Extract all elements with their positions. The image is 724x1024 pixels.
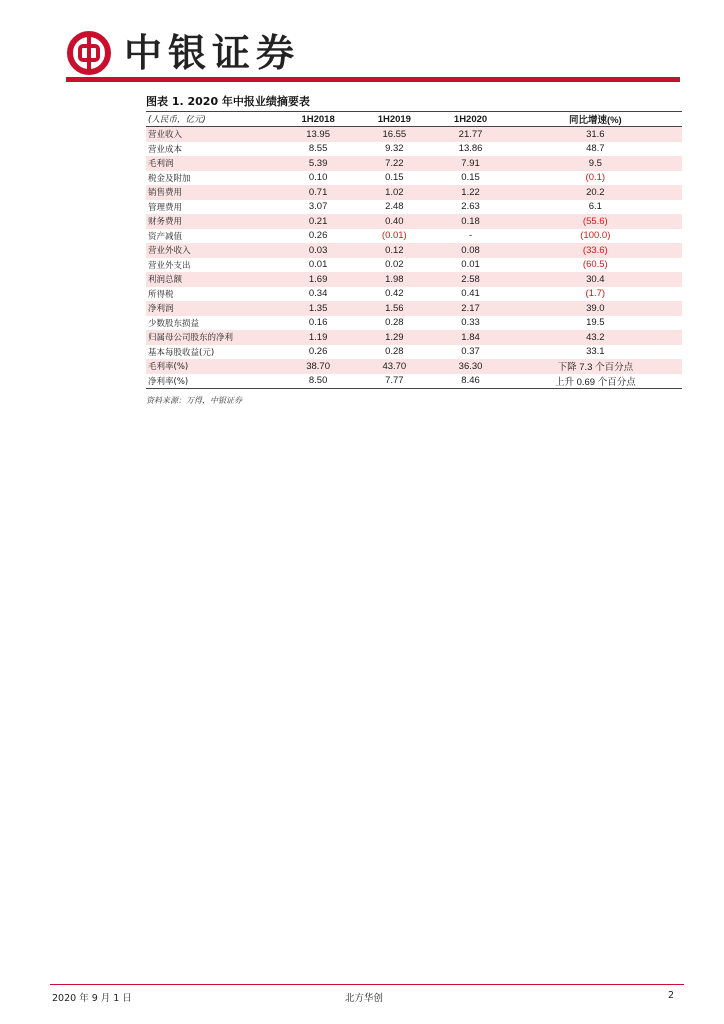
cell-v2018: 1.35 [308,302,328,314]
cell-v2018: 0.26 [308,346,328,358]
cell-v2018: 38.70 [306,360,330,372]
column-header-unit: (人民币，亿元) [148,115,206,125]
cell-yoy: 33.1 [586,346,605,358]
cell-v2018: 0.71 [308,186,328,198]
cell-yoy: 上升 0.69 个百分点 [554,376,636,388]
cell-v2019: 7.77 [385,375,404,387]
cell-v2018: 8.50 [308,375,328,387]
column-header-yoy: 同比增速(%) [568,115,622,126]
table-row [146,127,682,142]
cell-v2019: 0.42 [385,288,404,300]
cell-v2020: 1.22 [461,186,480,198]
table-row [146,156,682,171]
figure-title: 图表 1. 2020 年中报业绩摘要表 [146,95,310,108]
footer-date: 2020 年 9 月 1 日 [52,993,132,1004]
cell-v2020: 2.63 [461,201,480,213]
figure-source: 资料来源：万得，中银证券 [146,396,242,405]
column-header-1h2019: 1H2019 [377,113,411,125]
column-header-1h2020: 1H2020 [453,113,488,125]
cell-v2019: 1.56 [385,302,404,314]
cell-yoy: (60.5) [582,259,608,271]
cell-v2018: 0.34 [308,288,328,300]
table-row [146,200,682,215]
cell-v2020: 0.33 [461,317,480,329]
cell-yoy: 30.4 [586,273,605,285]
row-label: 所得税 [148,289,174,300]
cell-v2020: 13.86 [458,143,483,155]
cell-yoy: 43.2 [586,331,605,343]
row-label: 销售费用 [148,188,183,199]
table-row [146,185,682,200]
table-row [146,287,682,302]
row-label: 财务费用 [148,217,183,228]
cell-v2018: 3.07 [308,201,328,213]
row-label: 毛利润 [148,159,174,170]
cell-yoy: (0.1) [585,172,606,184]
cell-yoy: 下降 7.3 个百分点 [557,362,634,374]
cell-v2019: (0.01) [381,230,407,242]
bank-of-china-logo-icon [66,30,112,76]
cell-v2018: 0.26 [308,230,328,242]
row-label: 营业外支出 [148,260,191,271]
cell-v2020: 2.17 [461,302,480,314]
table-row [146,272,682,287]
cell-v2018: 0.16 [308,317,328,329]
cell-v2019: 43.70 [382,360,407,372]
row-label: 税金及附加 [148,173,191,184]
cell-v2019: 0.15 [385,172,404,184]
cell-v2020: 36.30 [458,360,483,372]
cell-v2020: 7.91 [461,157,480,169]
row-label: 净利率(%) [148,376,189,387]
cell-v2018: 5.39 [308,157,328,169]
cell-v2018: 13.95 [306,128,330,140]
row-label: 营业收入 [148,130,183,141]
cell-yoy: (33.6) [582,244,608,256]
cell-v2019: 0.12 [385,244,404,256]
table-row [146,243,682,258]
cell-yoy: 20.2 [586,186,605,198]
table-row [146,345,682,360]
row-label: 管理费用 [148,202,183,213]
table-row [146,359,682,374]
table-row [146,171,682,186]
cell-v2019: 1.29 [385,331,404,343]
footer-company: 北方华创 [345,993,384,1004]
table-row [146,301,682,316]
cell-v2018: 8.55 [308,143,328,155]
table-row [146,258,682,273]
cell-yoy: 31.6 [586,128,605,140]
cell-v2020: - [468,230,473,242]
footer-rule [50,984,684,985]
row-label: 净利润 [148,304,174,315]
cell-yoy: (100.0) [580,230,611,242]
table-row [146,214,682,229]
row-label: 营业成本 [148,144,183,155]
row-label: 归属母公司股东的净利 [148,333,234,344]
cell-v2020: 1.84 [461,331,480,343]
cell-yoy: (55.6) [582,215,608,227]
row-label: 基本每股收益(元) [148,347,215,358]
table-row [146,316,682,331]
cell-v2019: 7.22 [385,157,404,169]
cell-v2019: 16.55 [382,128,407,140]
cell-v2018: 1.69 [308,273,328,285]
table-body [146,127,682,389]
cell-v2019: 2.48 [385,201,404,213]
brand-name: 中银证券 [124,30,301,75]
summary-table [146,111,682,389]
cell-yoy: 48.7 [586,143,605,155]
cell-v2018: 0.10 [308,172,328,184]
row-label: 毛利率(%) [148,362,189,373]
table-row [146,142,682,157]
cell-v2020: 0.18 [461,215,480,227]
cell-v2019: 9.32 [385,143,404,155]
cell-v2019: 0.28 [385,317,404,329]
cell-yoy: (1.7) [585,288,606,300]
footer-page-number: 2 [668,990,675,1001]
cell-v2019: 0.40 [385,215,404,227]
row-label: 营业外收入 [148,246,191,257]
table-row [146,374,682,389]
cell-v2019: 0.28 [385,346,404,358]
cell-v2020: 2.58 [461,273,480,285]
table-row [146,330,682,345]
cell-v2020: 0.08 [461,244,480,256]
cell-yoy: 9.5 [588,157,602,169]
cell-yoy: 19.5 [586,317,605,329]
row-label: 利润总额 [148,275,183,286]
cell-v2019: 0.02 [385,259,404,271]
table-header-row [146,112,682,127]
cell-v2020: 21.77 [458,128,483,140]
cell-v2020: 0.41 [461,288,480,300]
cell-v2020: 0.15 [461,172,480,184]
column-header-1h2018: 1H2018 [301,113,335,125]
cell-v2018: 0.03 [308,244,328,256]
table-row [146,229,682,244]
cell-v2018: 1.19 [308,331,328,343]
cell-v2020: 0.01 [461,259,480,271]
cell-v2019: 1.02 [385,186,404,198]
row-label: 少数股东损益 [148,318,200,329]
row-label: 资产减值 [148,231,183,242]
cell-yoy: 39.0 [586,302,605,314]
cell-v2018: 0.01 [308,259,328,271]
cell-v2019: 1.98 [385,273,404,285]
cell-v2020: 0.37 [461,346,480,358]
header-rule [66,77,680,82]
cell-v2020: 8.46 [461,375,480,387]
cell-yoy: 6.1 [588,201,602,213]
cell-v2018: 0.21 [308,215,328,227]
